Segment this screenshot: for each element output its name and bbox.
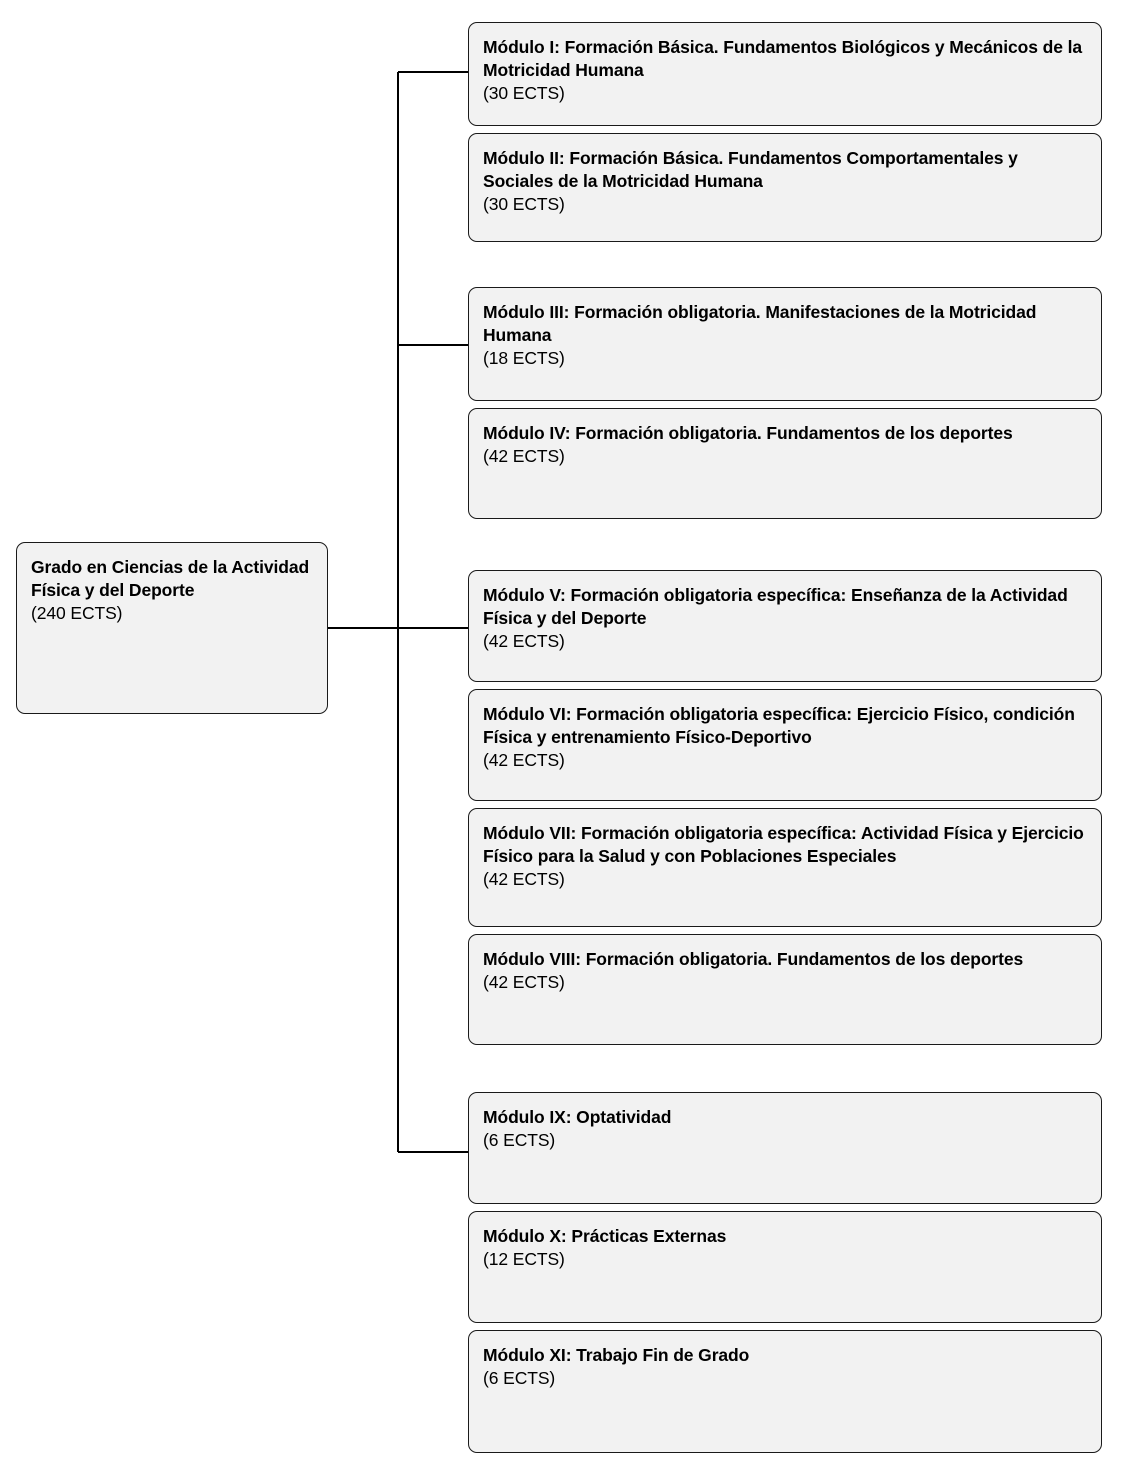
module-title: Módulo VII: Formación obligatoria específica: Actividad Física y Ejercicio Físico para la Salud y con Poblaciones Especiales [483,823,1084,867]
module-ects: (42 ECTS) [483,446,565,467]
module-node-10[interactable] [468,1211,1102,1323]
module-ects: (30 ECTS) [483,83,565,104]
root-node-grado[interactable] [16,542,328,714]
module-node-6[interactable] [468,689,1102,801]
module-title: Módulo X: Prácticas Externas [483,1226,727,1246]
module-title: Módulo III: Formación obligatoria. Manifestaciones de la Motricidad Humana [483,302,1037,346]
module-title: Módulo IX: Optatividad [483,1107,672,1127]
module-title: Módulo XI: Trabajo Fin de Grado [483,1345,750,1365]
module-node-8[interactable] [468,934,1102,1045]
module-ects: (12 ECTS) [483,1249,565,1270]
module-ects: (6 ECTS) [483,1130,556,1151]
module-ects: (6 ECTS) [483,1368,556,1389]
module-ects: (30 ECTS) [483,194,565,215]
module-ects: (42 ECTS) [483,631,565,652]
module-title: Módulo I: Formación Básica. Fundamentos Biológicos y Mecánicos de la Motricidad Humana [483,37,1083,81]
module-ects: (18 ECTS) [483,348,565,369]
root-node-title: Grado en Ciencias de la Actividad Física y del Deporte [31,557,310,601]
module-node-7[interactable] [468,808,1102,927]
module-title: Módulo V: Formación obligatoria específica: Enseñanza de la Actividad Física y del Deporte [483,585,1068,629]
module-ects: (42 ECTS) [483,972,565,993]
module-ects: (42 ECTS) [483,869,565,890]
module-node-2[interactable] [468,133,1102,242]
module-title: Módulo II: Formación Básica. Fundamentos Comportamentales y Sociales de la Motricidad Humana [483,148,1018,192]
root-node-ects: (240 ECTS) [31,603,123,624]
module-node-9[interactable] [468,1092,1102,1204]
module-node-11[interactable] [468,1330,1102,1453]
module-title: Módulo VI: Formación obligatoria específica: Ejercicio Físico, condición Física y entrenamiento Físico-Deportivo [483,704,1075,748]
module-title: Módulo IV: Formación obligatoria. Fundamentos de los deportes [483,423,1013,443]
module-node-4[interactable] [468,408,1102,519]
module-node-3[interactable] [468,287,1102,401]
module-node-1[interactable] [468,22,1102,126]
module-title: Módulo VIII: Formación obligatoria. Fundamentos de los deportes [483,949,1024,969]
module-node-5[interactable] [468,570,1102,682]
module-ects: (42 ECTS) [483,750,565,771]
